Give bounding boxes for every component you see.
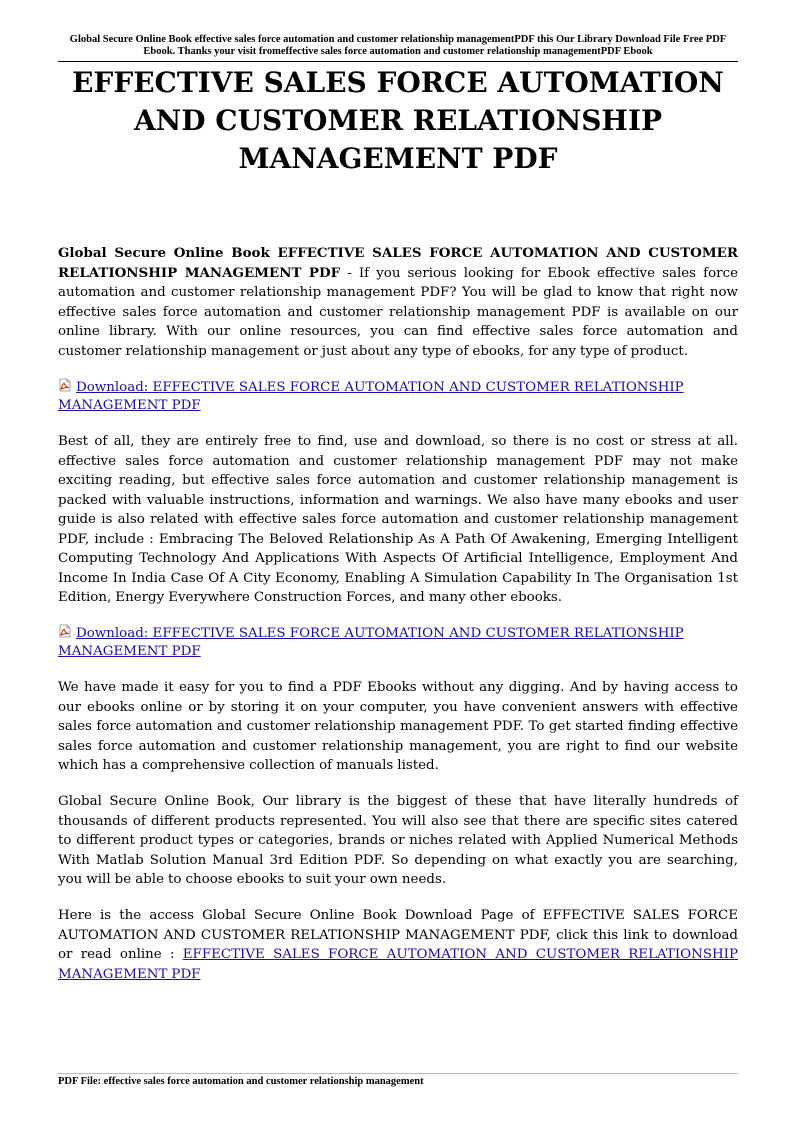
paragraph-3: We have made it easy for you to find a PDF Ebooks without any digging. And by having access to our ebooks online or by storing it on your computer, you have convenient answers with effective sales force automation and customer relationship management PDF. To get started finding effective sales force automation and customer relationship management, you are right to find our website which has a comprehensive collection of manuals listed. — [58, 680, 738, 773]
download-link-2[interactable]: Download: EFFECTIVE SALES FORCE AUTOMATION AND CUSTOMER RELATIONSHIP MANAGEMENT PDF — [58, 626, 684, 659]
paragraph-4: Global Secure Online Book, Our library is the biggest of these that have literally hundreds of thousands of different products represented. You will also see that there are specific sites catered to different product types or categories, brands or niches related with Applied Numerical Methods With Matlab Solution Manual 3rd Edition PDF. So depending on what exactly you are searching, you will be able to choose ebooks to suit your own needs. — [58, 794, 738, 887]
paragraph-5 — [58, 906, 738, 984]
paragraph-5-text: Here is the access Global Secure Online Book Download Page of EFFECTIVE SALES FORCE AUTOMATION AND CUSTOMER RELATIONSHIP MANAGEMENT PDF, click this link to download or read online : — [58, 908, 738, 962]
document-page — [58, 0, 738, 1122]
page-title: EFFECTIVE SALES FORCE AUTOMATION AND CUSTOMER RELATIONSHIP MANAGEMENT PDF — [72, 66, 724, 175]
paragraph-2: Best of all, they are entirely free to find, use and download, so there is no cost or stress at all. effective sales force automation and customer relationship management PDF may not make exciting reading, but effective sales force automation and customer relationship management is packed with valuable instructions, information and warnings. We also have many ebooks and user guide is also related with effective sales force automation and customer relationship management PDF, include : Embracing The Beloved Relationship As A Path Of Awakening, Emerging Intelligent Computing Technology And Applications With Aspects Of Artificial Intelligence, Employment And Income In India Case Of A City Economy, Enabling A Simulation Capability In The Organisation 1st Edition, Energy Everywhere Construction Forces, and many other ebooks. — [58, 434, 738, 605]
footer-divider — [58, 1073, 738, 1074]
intro-text: - If you serious looking for Ebook effective sales force automation and customer relationship management PDF? You will be glad to know that right now effective sales force automation and customer relationship management PDF is available on our online library. With our online resources, you can find effective sales force automation and customer relationship management or just about any type of ebooks, for any type of product. — [58, 265, 739, 359]
access-link[interactable]: EFFECTIVE SALES FORCE AUTOMATION AND CUSTOMER RELATIONSHIP MANAGEMENT PDF — [58, 947, 738, 982]
download-link-row-1 — [58, 378, 698, 415]
pdf-icon — [58, 378, 72, 392]
header-divider — [58, 61, 738, 62]
intro-paragraph — [58, 244, 738, 361]
download-link-1[interactable]: Download: EFFECTIVE SALES FORCE AUTOMATION AND CUSTOMER RELATIONSHIP MANAGEMENT PDF — [58, 380, 684, 413]
page-header: Global Secure Online Book effective sales force automation and customer relationship managementPDF this Our Library Download File Free PDF Ebook. Thanks your visit fromeffective sales force automation and customer relationship managementPDF Ebook — [69, 34, 727, 57]
page-footer: PDF File: effective sales force automation and customer relationship management — [58, 1076, 424, 1087]
download-link-row-2 — [58, 624, 698, 661]
intro-lead: Global Secure Online Book EFFECTIVE SALES FORCE AUTOMATION AND CUSTOMER RELATIONSHIP MANAGEMENT PDF — [58, 245, 738, 281]
pdf-icon — [58, 624, 72, 638]
